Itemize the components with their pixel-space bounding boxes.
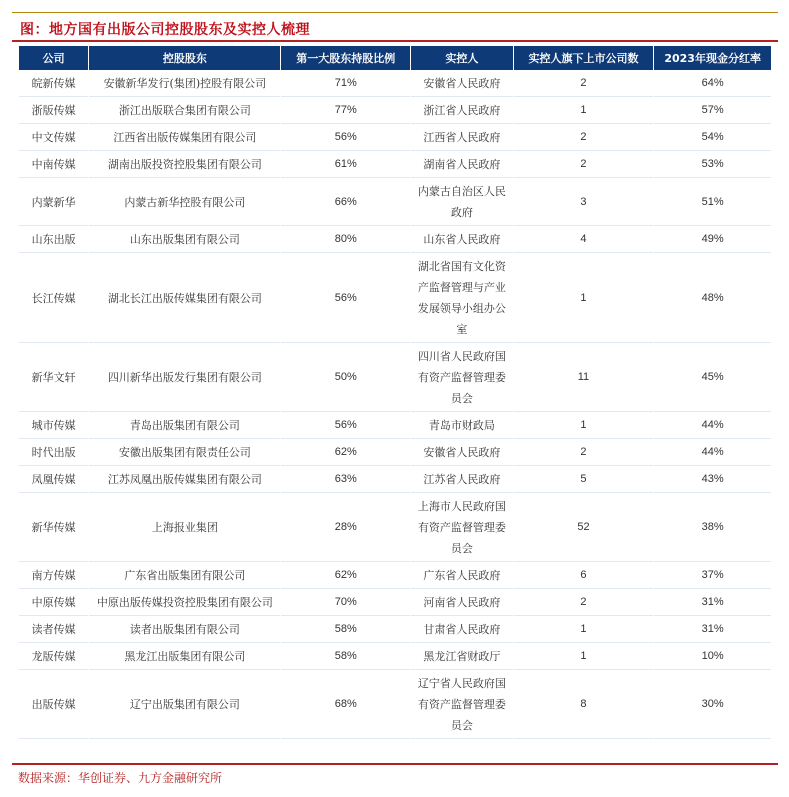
dividend-cell: 30%: [654, 671, 771, 739]
table-container: [18, 45, 772, 740]
listed-count-cell: 2: [514, 440, 654, 466]
listed-count-cell: 3: [514, 179, 654, 226]
company-cell: 读者传媒: [19, 617, 88, 643]
dividend-cell: 44%: [654, 413, 771, 439]
listed-count-cell: 2: [514, 71, 654, 97]
table-row: [19, 563, 771, 589]
company-cell: 新华文轩: [19, 344, 88, 412]
table-row: [19, 344, 771, 412]
dividend-cell: 64%: [654, 71, 771, 97]
company-cell: 皖新传媒: [19, 71, 88, 97]
dividend-cell: 45%: [654, 344, 771, 412]
table-row: [19, 254, 771, 343]
company-cell: 浙版传媒: [19, 98, 88, 124]
controlling-shareholder-cell: 浙江出版联合集团有限公司: [89, 98, 280, 124]
controlling-shareholder-cell: 黑龙江出版集团有限公司: [89, 644, 280, 670]
controlling-shareholder-cell: 江苏凤凰出版传媒集团有限公司: [89, 467, 280, 493]
listed-count-cell: 8: [514, 671, 654, 739]
controlling-shareholder-cell: 读者出版集团有限公司: [89, 617, 280, 643]
controller-cell: 青岛市财政局: [411, 413, 513, 439]
header-company: 公司: [19, 46, 88, 70]
controller-cell: 四川省人民政府国有资产监督管理委员会: [411, 344, 513, 412]
table-row: [19, 179, 771, 226]
source-bar: [12, 763, 778, 785]
controller-cell: 山东省人民政府: [411, 227, 513, 253]
company-cell: 城市传媒: [19, 413, 88, 439]
controlling-shareholder-cell: 广东省出版集团有限公司: [89, 563, 280, 589]
controlling-shareholder-cell: 湖北长江出版传媒集团有限公司: [89, 254, 280, 343]
dividend-cell: 43%: [654, 467, 771, 493]
controller-cell: 上海市人民政府国有资产监督管理委员会: [411, 494, 513, 562]
ratio-cell: 66%: [281, 179, 410, 226]
dividend-cell: 53%: [654, 152, 771, 178]
table-header-row: [19, 46, 771, 70]
dividend-cell: 31%: [654, 590, 771, 616]
table-row: [19, 152, 771, 178]
ratio-cell: 50%: [281, 344, 410, 412]
table-row: [19, 617, 771, 643]
controller-cell: 安徽省人民政府: [411, 71, 513, 97]
header-dividend-rate: 2023年现金分红率: [654, 46, 771, 70]
company-cell: 山东出版: [19, 227, 88, 253]
listed-count-cell: 2: [514, 125, 654, 151]
table-row: [19, 590, 771, 616]
controlling-shareholder-cell: 辽宁出版集团有限公司: [89, 671, 280, 739]
controller-cell: 河南省人民政府: [411, 590, 513, 616]
ratio-cell: 56%: [281, 254, 410, 343]
controlling-shareholder-cell: 安徽出版集团有限责任公司: [89, 440, 280, 466]
company-cell: 中文传媒: [19, 125, 88, 151]
header-actual-controller: 实控人: [411, 46, 513, 70]
company-cell: 新华传媒: [19, 494, 88, 562]
controlling-shareholder-cell: 内蒙古新华控股有限公司: [89, 179, 280, 226]
dividend-cell: 57%: [654, 98, 771, 124]
ratio-cell: 56%: [281, 125, 410, 151]
header-controlling-shareholder: 控股股东: [89, 46, 280, 70]
company-cell: 时代出版: [19, 440, 88, 466]
ratio-cell: 77%: [281, 98, 410, 124]
listed-count-cell: 52: [514, 494, 654, 562]
dividend-cell: 54%: [654, 125, 771, 151]
dividend-cell: 44%: [654, 440, 771, 466]
dividend-cell: 51%: [654, 179, 771, 226]
controlling-shareholder-cell: 湖南出版投资控股集团有限公司: [89, 152, 280, 178]
controller-cell: 甘肃省人民政府: [411, 617, 513, 643]
listed-count-cell: 6: [514, 563, 654, 589]
listed-count-cell: 1: [514, 644, 654, 670]
shareholder-table: [18, 45, 772, 740]
listed-count-cell: 1: [514, 98, 654, 124]
source-note: 数据来源：华创证券、九方金融研究所: [18, 771, 223, 785]
company-cell: 出版传媒: [19, 671, 88, 739]
header-top-holder-ratio: 第一大股东持股比例: [281, 46, 410, 70]
controller-cell: 广东省人民政府: [411, 563, 513, 589]
controller-cell: 浙江省人民政府: [411, 98, 513, 124]
controller-cell: 湖南省人民政府: [411, 152, 513, 178]
controlling-shareholder-cell: 安徽新华发行(集团)控股有限公司: [89, 71, 280, 97]
controller-cell: 江西省人民政府: [411, 125, 513, 151]
controller-cell: 黑龙江省财政厅: [411, 644, 513, 670]
listed-count-cell: 1: [514, 413, 654, 439]
ratio-cell: 63%: [281, 467, 410, 493]
dividend-cell: 31%: [654, 617, 771, 643]
ratio-cell: 28%: [281, 494, 410, 562]
header-listed-count: 实控人旗下上市公司数: [514, 46, 654, 70]
figure-frame: [12, 12, 778, 784]
ratio-cell: 62%: [281, 563, 410, 589]
table-row: [19, 494, 771, 562]
table-row: [19, 71, 771, 97]
figure-title: 图：地方国有出版公司控股股东及实控人梳理: [20, 22, 310, 38]
ratio-cell: 71%: [281, 71, 410, 97]
controlling-shareholder-cell: 青岛出版集团有限公司: [89, 413, 280, 439]
ratio-cell: 62%: [281, 440, 410, 466]
controlling-shareholder-cell: 四川新华出版发行集团有限公司: [89, 344, 280, 412]
ratio-cell: 80%: [281, 227, 410, 253]
ratio-cell: 68%: [281, 671, 410, 739]
company-cell: 南方传媒: [19, 563, 88, 589]
listed-count-cell: 5: [514, 467, 654, 493]
listed-count-cell: 11: [514, 344, 654, 412]
listed-count-cell: 2: [514, 152, 654, 178]
controller-cell: 湖北省国有文化资产监督管理与产业发展领导小组办公室: [411, 254, 513, 343]
table-row: [19, 227, 771, 253]
controlling-shareholder-cell: 上海报业集团: [89, 494, 280, 562]
dividend-cell: 49%: [654, 227, 771, 253]
ratio-cell: 61%: [281, 152, 410, 178]
controller-cell: 江苏省人民政府: [411, 467, 513, 493]
dividend-cell: 38%: [654, 494, 771, 562]
table-row: [19, 671, 771, 739]
company-cell: 长江传媒: [19, 254, 88, 343]
listed-count-cell: 4: [514, 227, 654, 253]
title-bar: [12, 12, 778, 42]
dividend-cell: 37%: [654, 563, 771, 589]
table-body: [19, 71, 771, 739]
controlling-shareholder-cell: 中原出版传媒投资控股集团有限公司: [89, 590, 280, 616]
listed-count-cell: 2: [514, 590, 654, 616]
controller-cell: 内蒙古自治区人民政府: [411, 179, 513, 226]
ratio-cell: 58%: [281, 644, 410, 670]
company-cell: 凤凰传媒: [19, 467, 88, 493]
dividend-cell: 48%: [654, 254, 771, 343]
controller-cell: 安徽省人民政府: [411, 440, 513, 466]
controller-cell: 辽宁省人民政府国有资产监督管理委员会: [411, 671, 513, 739]
ratio-cell: 70%: [281, 590, 410, 616]
controlling-shareholder-cell: 山东出版集团有限公司: [89, 227, 280, 253]
company-cell: 内蒙新华: [19, 179, 88, 226]
listed-count-cell: 1: [514, 617, 654, 643]
ratio-cell: 58%: [281, 617, 410, 643]
listed-count-cell: 1: [514, 254, 654, 343]
company-cell: 中原传媒: [19, 590, 88, 616]
table-row: [19, 125, 771, 151]
table-row: [19, 467, 771, 493]
company-cell: 中南传媒: [19, 152, 88, 178]
dividend-cell: 10%: [654, 644, 771, 670]
table-row: [19, 413, 771, 439]
company-cell: 龙版传媒: [19, 644, 88, 670]
ratio-cell: 56%: [281, 413, 410, 439]
table-row: [19, 440, 771, 466]
table-row: [19, 644, 771, 670]
controlling-shareholder-cell: 江西省出版传媒集团有限公司: [89, 125, 280, 151]
table-row: [19, 98, 771, 124]
